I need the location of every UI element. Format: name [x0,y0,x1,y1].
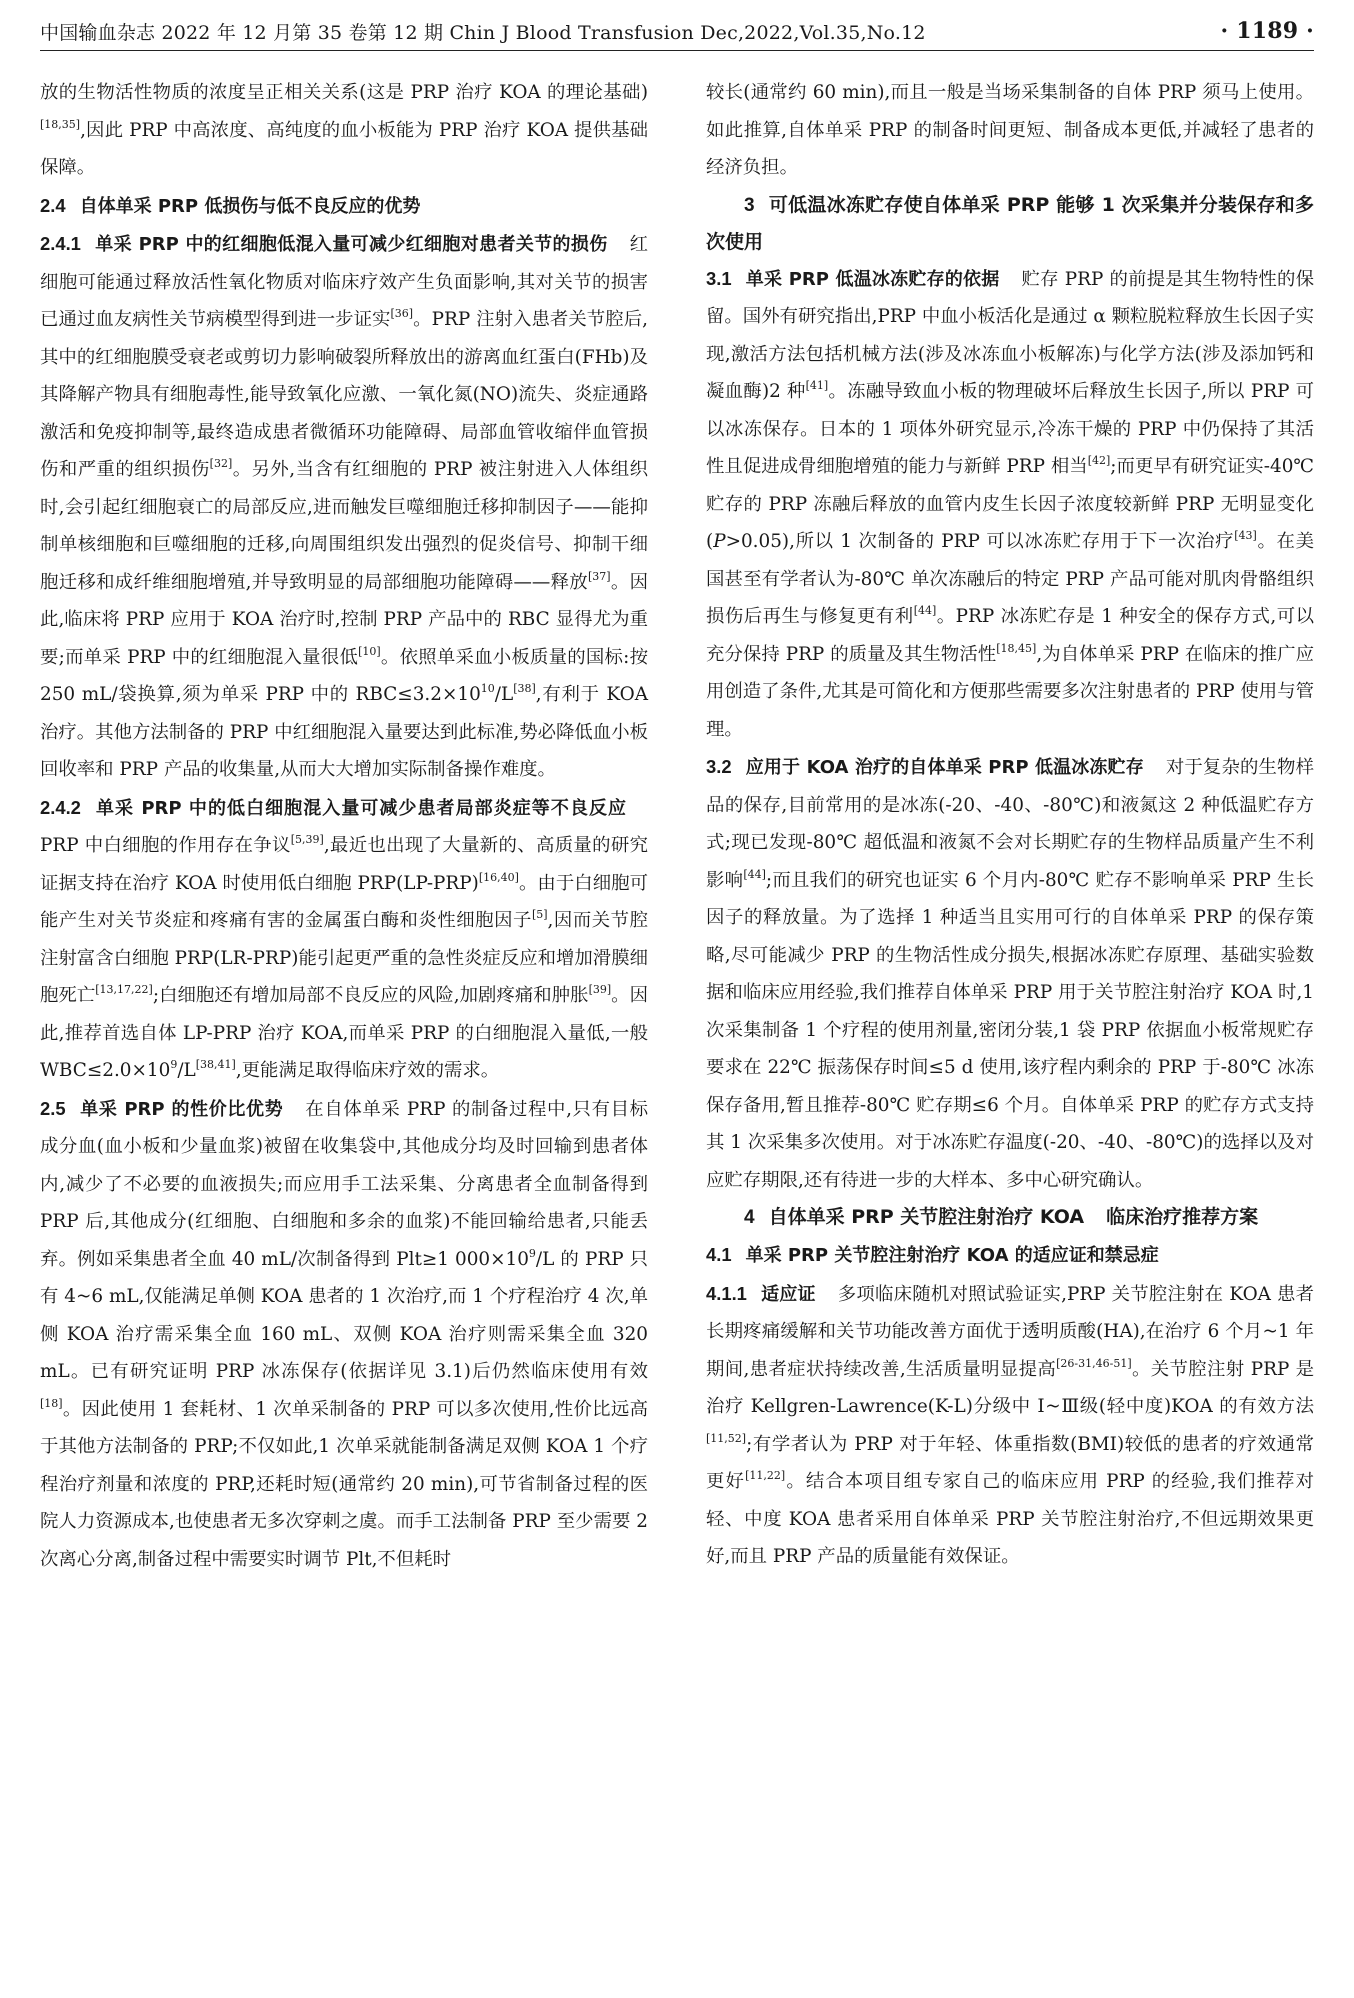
paragraph: 较长(通常约 60 min),而且一般是当场采集制备的自体 PRP 须马上使用。如此推算,自体单采 PRP 的制备时间更短、制备成本更低,并减轻了患者的经济负担。 [706,82,1314,178]
paragraph-2-4-1: 2.4.1 单采 PRP 中的红细胞低混入量可减少红细胞对患者关节的损伤 红细胞可能通过释放活性氧化物质对临床疗效产生负面影响,其对关节的损害已通过血友病性关节病模型得到进一步证实[36]。PRP 注射入患者关节腔后,其中的红细胞膜受衰老或剪切力影响破裂所释放出的游离血红蛋白(FHb)及其降解产物具有细胞毒性,能导致氧化应激、一氧化氮(NO)流失、炎症通路激活和免疫抑制等,最终造成患者微循环功能障碍、局部血管收缩伴血管损伤和严重的组织损伤[32]。另外,当含有红细胞的 PRP 被注射进入人体组织时,会引起红细胞衰亡的局部反应,进而触发巨噬细胞迁移抑制因子——能抑制单核细胞和巨噬细胞的迁移,向周围组织发出强烈的促炎信号、抑制干细胞迁移和成纤维细胞增殖,并导致明显的局部细胞功能障碍——释放[37]。因此,临床将 PRP 应用于 KOA 治疗时,控制 PRP 产品中的 RBC 显得尤为重要;而单采 PRP 中的红细胞混入量很低[10]。依照单采血小板质量的国标:按 250 mL/袋换算,须为单采 PRP 中的 $RBC\le 3.2\times 10^{10}/L[38]$,有利于 KOA 治疗。其他方法制备的 PRP 中红细胞混入量要达到此标准,势必降低血小板回收率和 PRP 产品的收集量,从而大大增加实际制备操作难度。 [40,233,649,780]
paragraph-2-4-2: 2.4.2 单采 PRP 中的低白细胞混入量可减少患者局部炎症等不良反应PRP 中白细胞的作用存在争议[5,39],最近也出现了大量新的、高质量的研究证据支持在治疗 KOA 时使用低白细胞 PRP(LP-PRP)[16,40]。由于白细胞可能产生对关节炎症和疼痛有害的金属蛋白酶和炎性细胞因子[5],因而关节腔注射富含白细胞 PRP(LR-PRP)能引起更严重的急性炎症反应和增加滑膜细胞死亡[13,17,22];白细胞还有增加局部不良反应的风险,加剧疼痛和肿胀[39]。因此,推荐首选自体 LP-PRP 治疗 KOA,而单采 PRP 的白细胞混入量低,一般 $WBC\le 2.0\times 10^9/L[38,41]$,更能满足取得临床疗效的需求。 [40,796,648,1081]
section-heading-4: 4 自体单采 PRP 关节腔注射治疗 KOA 临床治疗推荐方案 [744,1206,1259,1228]
paragraph: 放的生物活性物质的浓度呈正相关关系(这是 PRP 治疗 KOA 的理论基础)[18,35],因此 PRP 中高浓度、高纯度的血小板能为 PRP 治疗 KOA 提供基础保障。 [40,82,648,178]
paragraph-4-1-1: 4.1.1 适应证 多项临床随机对照试验证实,PRP 关节腔注射在 KOA 患者长期疼痛缓解和关节功能改善方面优于透明质酸(HA),在治疗 6 个月~1 年期间,患者症状持续改善,生活质量明显提高[26-31,46-51]。关节腔注射 PRP 是治疗 Kellgren-Lawrence(K-L)分级中 Ⅰ~Ⅲ级(轻中度)KOA 的有效方法[11,52];有学者认为 PRP 对于年轻、体重指数(BMI)较低的患者的疗效通常更好[11,22]。结合本项目组专家自己的临床应用 PRP 的经验,我们推荐对轻、中度 KOA 患者采用自体单采 PRP 关节腔注射治疗,不但远期效果更好,而且 PRP 产品的质量能有效保证。 [706,1282,1314,1567]
paragraph-2-5: 2.5 单采 PRP 的性价比优势 在自体单采 PRP 的制备过程中,只有目标成分血(血小板和少量血浆)被留在收集袋中,其他成分均及时回输到患者体内,减少了不必要的血液损失;而应用手工法采集、分离患者全血制备得到 PRP 后,其他成分(红细胞、白细胞和多余的血浆)不能回输给患者,只能丢弃。例如采集患者全血 40 mL/次制备得到 Plt≥1 $000\times 10^9/L$ 的 PRP 只有 4~6 mL,仅能满足单侧 KOA 患者的 1 次治疗,而 1 个疗程治疗 4 次,单侧 KOA 治疗需采集全血 160 mL、双侧 KOA 治疗则需采集全血 320 mL。已有研究证明 PRP 冰冻保存(依据详见 3.1)后仍然临床使用有效[18]。因此使用 1 套耗材、1 次单采制备的 PRP 可以多次使用,性价比远高于其他方法制备的 PRP;不仅如此,1 次单采就能制备满足双侧 KOA 1 个疗程治疗剂量和浓度的 PRP,还耗时短(通常约 20 min),可节省制备过程的医院人力资源成本,也使患者无多次穿刺之虞。而手工法制备 PRP 至少需要 2 次离心分离,制备过程中需要实时调节 Plt,不但耗时 [40,1097,648,1570]
paragraph-3-1: 3.1 单采 PRP 低温冰冻贮存的依据 贮存 PRP 的前提是其生物特性的保留。国外有研究指出,PRP 中血小板活化是通过 α 颗粒脱粒释放生长因子实现,激活方法包括机械方法(涉及冰冻血小板解冻)与化学方法(涉及添加钙和凝血酶)2 种[41]。冻融导致血小板的物理破坏后释放生长因子,所以 PRP 可以冰冻保存。日本的 1 项体外研究显示,冷冻干燥的 PRP 中仍保持了其活性且促进成骨细胞增殖的能力与新鲜 PRP 相当[42];而更早有研究证实-40℃ 贮存的 PRP 冻融后释放的血管内皮生长因子浓度较新鲜 PRP 无明显变化(P>0.05),所以 1 次制备的 PRP 可以冰冻贮存用于下一次治疗[43]。在美国甚至有学者认为-80℃ 单次冻融后的特定 PRP 产品可能对肌肉骨骼组织损伤后再生与修复更有利[44]。PRP 冰冻贮存是 1 种安全的保存方式,可以充分保持 PRP 的质量及其生物活性[18,45],为自体单采 PRP 在临床的推广应用创造了条件,尤其是可简化和方便那些需要多次注射患者的 PRP 使用与管理。 [706,267,1314,740]
right-column [706,74,1314,1576]
page-number: · 1189 · [1220,18,1314,44]
paragraph-3-2: 3.2 应用于 KOA 治疗的自体单采 PRP 低温冰冻贮存 对于复杂的生物样品的保存,目前常用的是冰冻(-20、-40、-80℃)和液氮这 2 种低温贮存方式;现已发现-80℃ 超低温和液氮不会对长期贮存的生物样品质量产生不利影响[44];而且我们的研究也证实 6 个月内-80℃ 贮存不影响单采 PRP 生长因子的释放量。为了选择 1 种适当且实用可行的自体单采 PRP 的保存策略,尽可能减少 PRP 的生物活性成分损失,根据冰冻贮存原理、基础实验数据和临床应用经验,我们推荐自体单采 PRP 用于关节腔注射治疗 KOA 时,1 次采集制备 1 个疗程的使用剂量,密闭分装,1 袋 PRP 依据血小板常规贮存要求在 22℃ 振荡保存时间≤5 d 使用,该疗程内剩余的 PRP 于-80℃ 冰冻保存备用,暂且推荐-80℃ 贮存期≤6 个月。自体单采 PRP 的贮存方式支持其 1 次采集多次使用。对于冰冻贮存温度(-20、-40、-80℃)的选择以及对应贮存期限,还有待进一步的大样本、多中心研究确认。 [706,756,1314,1191]
section-heading-4-1: 4.1 单采 PRP 关节腔注射治疗 KOA 的适应证和禁忌症 [706,1244,1159,1266]
running-header [40,12,1314,51]
section-heading-3: 3 可低温冰冻贮存使自体单采 PRP 能够 1 次采集并分装保存和多次使用 [706,193,1314,253]
journal-info: 中国输血杂志 2022 年 12 月第 35 卷第 12 期 Chin J Blood Transfusion Dec,2022,Vol.35,No.12 [40,21,926,44]
left-column [40,74,648,1578]
section-heading-2-4: 2.4 自体单采 PRP 低损伤与低不良反应的优势 [40,194,421,217]
